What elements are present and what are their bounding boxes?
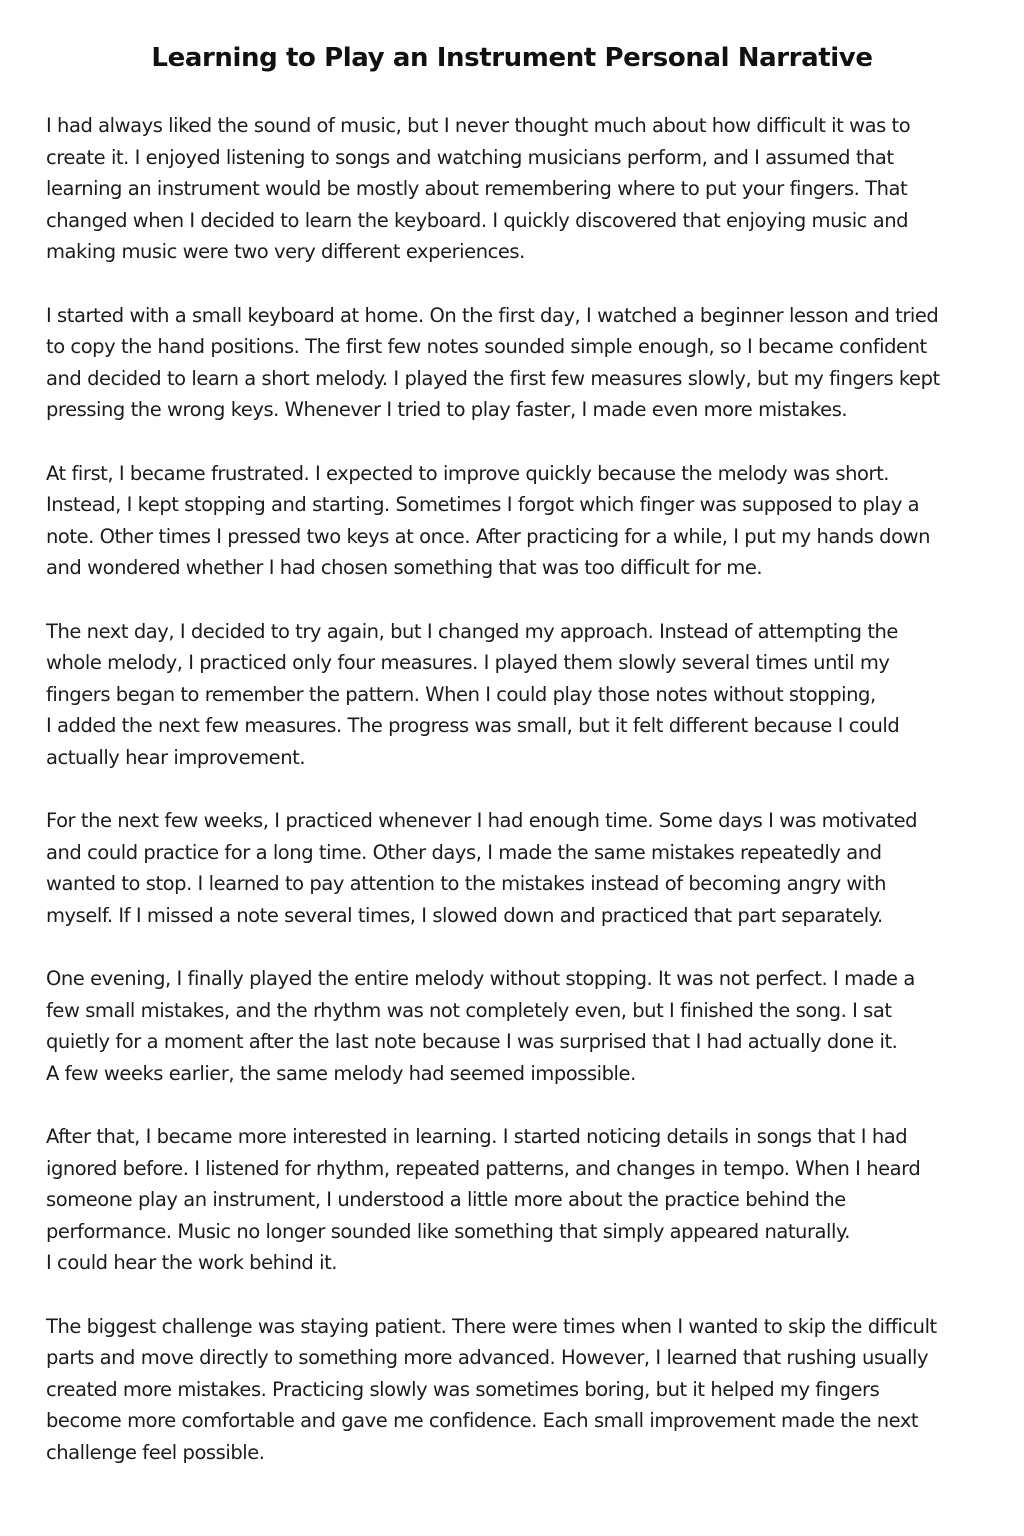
paragraph	[46, 110, 978, 268]
paragraph	[46, 805, 978, 931]
paragraph-line: pressing the wrong keys. Whenever I tried to play faster, I made even more mistakes.	[46, 398, 848, 421]
paragraph-line: At first, I became frustrated. I expected to improve quickly because the melody was short.	[46, 461, 890, 485]
paragraph-line: become more comfortable and gave me confidence. Each small improvement made the next	[46, 1409, 919, 1432]
paragraph-line: I had always liked the sound of music, but I never thought much about how difficult it was to	[46, 114, 911, 137]
paragraph-line: I added the next few measures. The progress was small, but it felt different because I could	[46, 714, 900, 737]
paragraph-line: challenge feel possible.	[46, 1440, 265, 1464]
paragraph-line: fingers began to remember the pattern. When I could play those notes without stopping,	[46, 682, 876, 706]
paragraph-line: ignored before. I listened for rhythm, repeated patterns, and changes in tempo. When I heard	[46, 1156, 921, 1180]
paragraph-line: few small mistakes, and the rhythm was not completely even, but I finished the song. I sat	[46, 998, 892, 1022]
paragraph-line: to copy the hand positions. The first few notes sounded simple enough, so I became confident	[46, 335, 927, 358]
paragraph-line: note. Other times I pressed two keys at once. After practicing for a while, I put my hands down	[46, 524, 930, 548]
paragraph	[46, 616, 978, 774]
paragraph-line: wanted to stop. I learned to pay attention to the mistakes instead of becoming angry with	[46, 872, 887, 895]
paragraph	[46, 458, 978, 584]
paragraph-line: and decided to learn a short melody. I played the first few measures slowly, but my fingers kept	[46, 366, 940, 390]
document-body	[46, 110, 978, 1468]
paragraph	[46, 300, 978, 426]
paragraph-line: making music were two very different experiences.	[46, 240, 525, 263]
paragraph-line: myself. If I missed a note several times, I slowed down and practiced that part separately.	[46, 903, 883, 927]
paragraph-line: The biggest challenge was staying patient. There were times when I wanted to skip the difficult	[46, 1314, 937, 1338]
paragraph-line: I could hear the work behind it.	[46, 1251, 338, 1274]
paragraph-line: actually hear improvement.	[46, 745, 306, 769]
paragraph-line: learning an instrument would be mostly about remembering where to put your fingers. That	[46, 177, 908, 200]
paragraph-line: performance. Music no longer sounded like something that simply appeared naturally.	[46, 1219, 851, 1243]
paragraph-line: parts and move directly to something more advanced. However, I learned that rushing usually	[46, 1346, 929, 1369]
paragraph-line: create it. I enjoyed listening to songs and watching musicians perform, and I assumed that	[46, 145, 894, 169]
paragraph-line: someone play an instrument, I understood a little more about the practice behind the	[46, 1188, 846, 1211]
paragraph-line: The next day, I decided to try again, but I changed my approach. Instead of attempting the	[46, 619, 898, 643]
paragraph	[46, 1121, 978, 1279]
paragraph-line: and could practice for a long time. Other days, I made the same mistakes repeatedly and	[46, 840, 882, 864]
paragraph-line: changed when I decided to learn the keyboard. I quickly discovered that enjoying music and	[46, 208, 909, 232]
paragraph-line: and wondered whether I had chosen something that was too difficult for me.	[46, 556, 763, 579]
paragraph-line: After that, I became more interested in learning. I started noticing details in songs that I had	[46, 1125, 908, 1148]
paragraph-line: quietly for a moment after the last note because I was surprised that I had actually done it.	[46, 1030, 898, 1053]
paragraph-line: A few weeks earlier, the same melody had seemed impossible.	[46, 1061, 636, 1085]
paragraph-line: created more mistakes. Practicing slowly was sometimes boring, but it helped my fingers	[46, 1377, 880, 1401]
paragraph-line: I started with a small keyboard at home. On the first day, I watched a beginner lesson and tried	[46, 303, 939, 327]
paragraph-line: whole melody, I practiced only four measures. I played them slowly several times until my	[46, 651, 890, 674]
document-title: Learning to Play an Instrument Personal Narrative	[151, 43, 873, 73]
paragraph-line: One evening, I finally played the entire melody without stopping. It was not perfect. I made a	[46, 967, 915, 990]
paragraph	[46, 1311, 978, 1469]
paragraph-line: Instead, I kept stopping and starting. Sometimes I forgot which finger was supposed to play a	[46, 493, 920, 516]
paragraph	[46, 963, 978, 1089]
paragraph-line: For the next few weeks, I practiced whenever I had enough time. Some days I was motivated	[46, 809, 918, 832]
